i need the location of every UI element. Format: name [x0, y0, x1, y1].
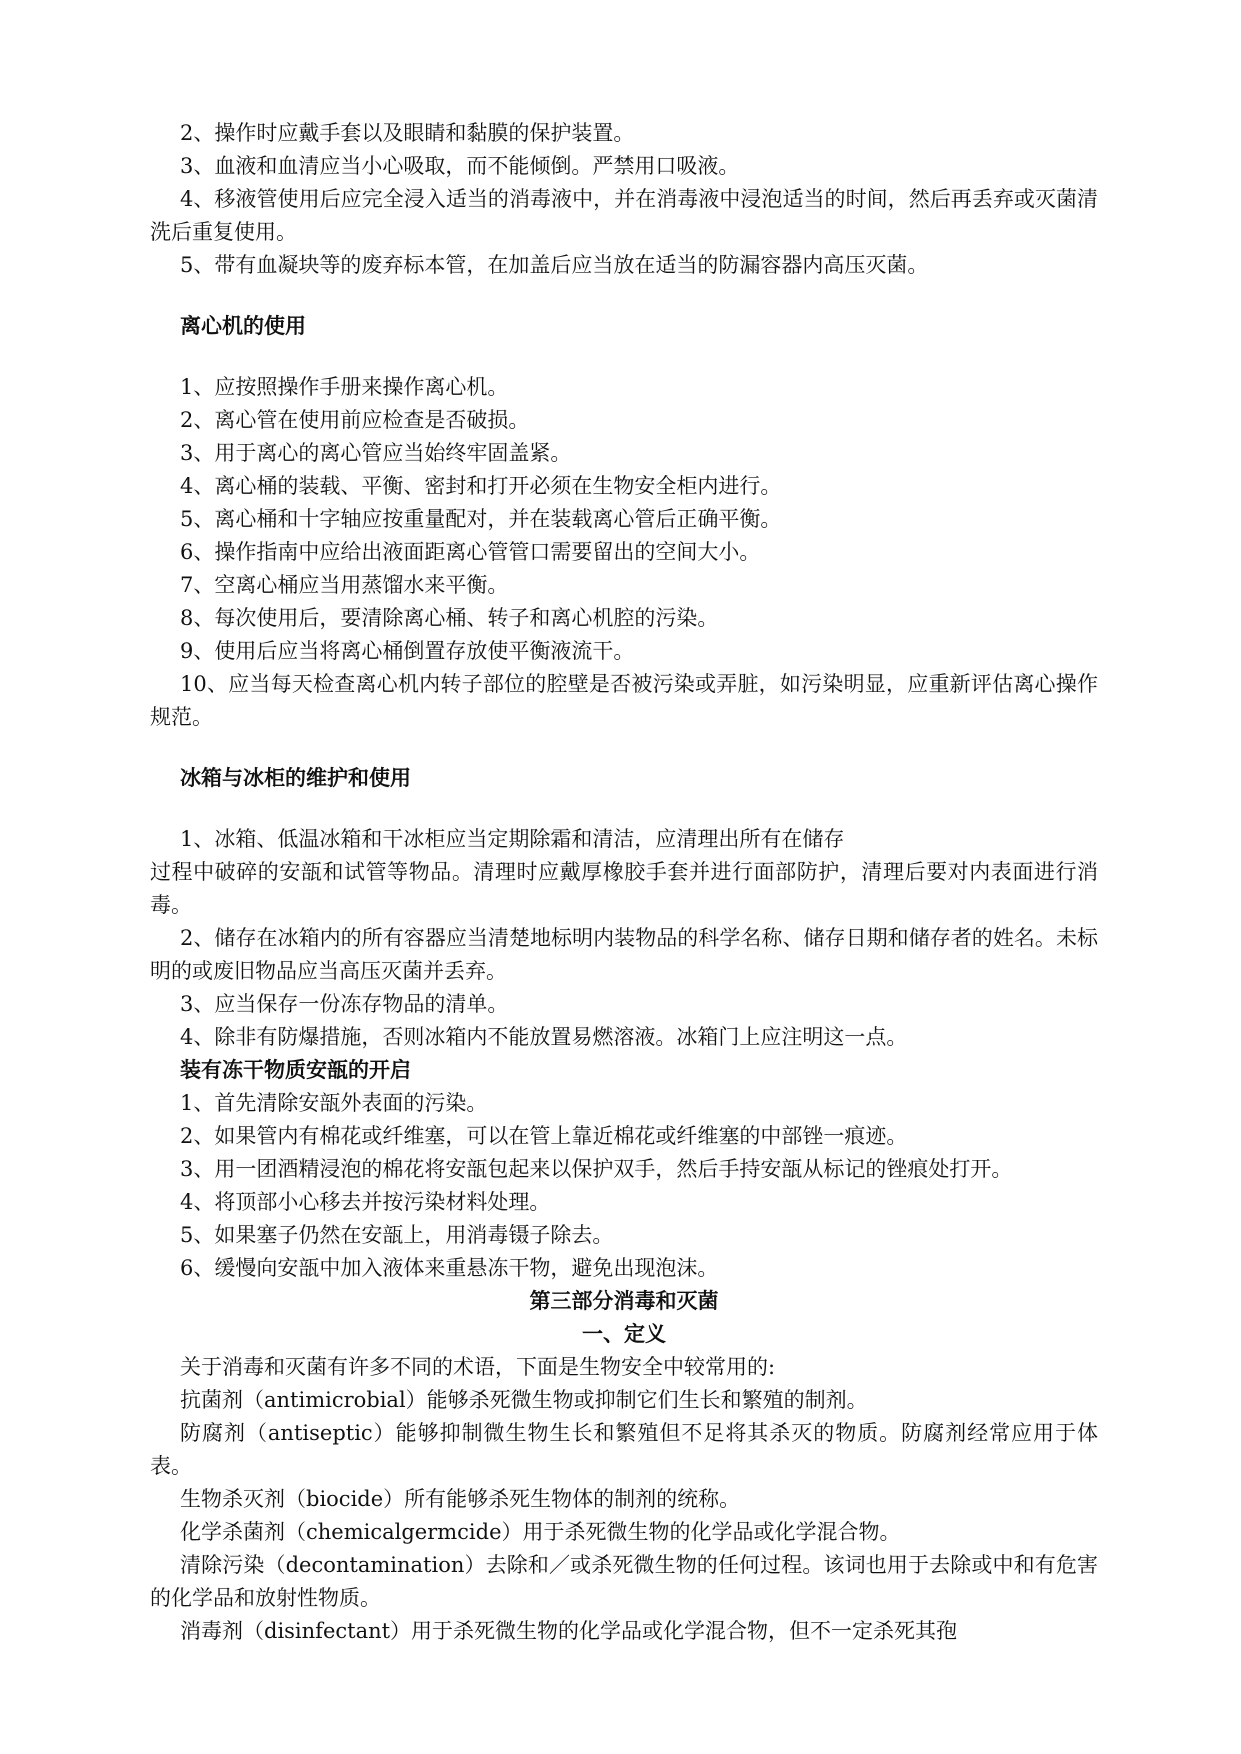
paragraph: 8、每次使用后，要清除离心桶、转子和离心机腔的污染。 [180, 606, 719, 630]
paragraph: 3、应当保存一份冻存物品的清单。 [180, 992, 509, 1016]
paragraph: 关于消毒和灭菌有许多不同的术语，下面是生物安全中较常用的: [180, 1355, 776, 1379]
fridge-section [150, 762, 1098, 1054]
part-title: 第三部分消毒和灭菌 [529, 1289, 719, 1313]
paragraph: 2、储存在冰箱内的所有容器应当清楚地标明内装物品的科学名称、储存日期和储存者的姓名。未标明的或废旧物品应当高压灭菌并丢弃。 [150, 926, 1098, 983]
section-heading: 冰箱与冰柜的维护和使用 [180, 766, 411, 790]
paragraph-continuation: 过程中破碎的安瓿和试管等物品。清理时应戴厚橡胶手套并进行面部防护，清理后要对内表面进行消毒。 [150, 860, 1098, 917]
paragraph: 4、除非有防爆措施，否则冰箱内不能放置易燃溶液。冰箱门上应注明这一点。 [180, 1025, 908, 1049]
paragraph: 2、离心管在使用前应检查是否破损。 [180, 408, 530, 432]
paragraph: 7、空离心桶应当用蒸馏水来平衡。 [180, 573, 509, 597]
paragraph: 1、应按照操作手册来操作离心机。 [180, 375, 509, 399]
paragraph: 清除污染（decontamination）去除和／或杀死微生物的任何过程。该词也用于去除或中和有危害的化学品和放射性物质。 [150, 1553, 1098, 1610]
centrifuge-section [150, 310, 1098, 734]
paragraph: 3、血液和血清应当小心吸取，而不能倾倒。严禁用口吸液。 [180, 154, 740, 178]
definition-subtitle: 一、定义 [582, 1322, 666, 1346]
paragraph: 4、离心桶的装载、平衡、密封和打开必须在生物安全柜内进行。 [180, 474, 782, 498]
paragraph: 5、如果塞子仍然在安瓿上，用消毒镊子除去。 [180, 1223, 614, 1247]
paragraph-first-line: 1、冰箱、低温冰箱和干冰柜应当定期除霜和清洁，应清理出所有在储存 [180, 827, 845, 851]
part3-section [150, 1285, 1098, 1648]
section-heading: 装有冻干物质安瓿的开启 [180, 1058, 411, 1082]
paragraph: 生物杀灭剂（biocide）所有能够杀死生物体的制剂的统称。 [180, 1487, 741, 1511]
paragraph: 5、离心桶和十字轴应按重量配对，并在装载离心管后正确平衡。 [180, 507, 782, 531]
paragraph: 3、用于离心的离心管应当始终牢固盖紧。 [180, 441, 572, 465]
paragraph: 2、如果管内有棉花或纤维塞，可以在管上靠近棉花或纤维塞的中部锉一痕迹。 [180, 1124, 908, 1148]
paragraph: 5、带有血凝块等的废弃标本管，在加盖后应当放在适当的防漏容器内高压灭菌。 [180, 253, 929, 277]
ampoule-section [150, 1054, 1098, 1285]
paragraph: 6、操作指南中应给出液面距离心管管口需要留出的空间大小。 [180, 540, 761, 564]
pipette-section [150, 117, 1098, 282]
paragraph: 防腐剂（antiseptic）能够抑制微生物生长和繁殖但不足将其杀灭的物质。防腐剂经常应用于体表。 [150, 1421, 1098, 1478]
section-heading: 离心机的使用 [180, 314, 306, 338]
paragraph: 9、使用后应当将离心桶倒置存放使平衡液流干。 [180, 639, 635, 663]
paragraph: 10、应当每天检查离心机内转子部位的腔壁是否被污染或弄脏，如污染明显，应重新评估离心操作规范。 [150, 672, 1098, 729]
document-page [150, 117, 1098, 1648]
paragraph: 4、移液管使用后应完全浸入适当的消毒液中，并在消毒液中浸泡适当的时间，然后再丢弃或灭菌清洗后重复使用。 [150, 187, 1098, 244]
paragraph: 2、操作时应戴手套以及眼睛和黏膜的保护装置。 [180, 121, 635, 145]
paragraph: 6、缓慢向安瓿中加入液体来重悬冻干物，避免出现泡沫。 [180, 1256, 719, 1280]
paragraph: 化学杀菌剂（chemicalgermcide）用于杀死微生物的化学品或化学混合物。 [180, 1520, 901, 1544]
paragraph: 1、首先清除安瓿外表面的污染。 [180, 1091, 488, 1115]
paragraph: 4、将顶部小心移去并按污染材料处理。 [180, 1190, 551, 1214]
paragraph: 消毒剂（disinfectant）用于杀死微生物的化学品或化学混合物，但不一定杀死其孢 [180, 1619, 958, 1643]
paragraph: 抗菌剂（antimicrobial）能够杀死微生物或抑制它们生长和繁殖的制剂。 [180, 1388, 868, 1412]
paragraph: 3、用一团酒精浸泡的棉花将安瓿包起来以保护双手，然后手持安瓿从标记的锉痕处打开。 [180, 1157, 1013, 1181]
